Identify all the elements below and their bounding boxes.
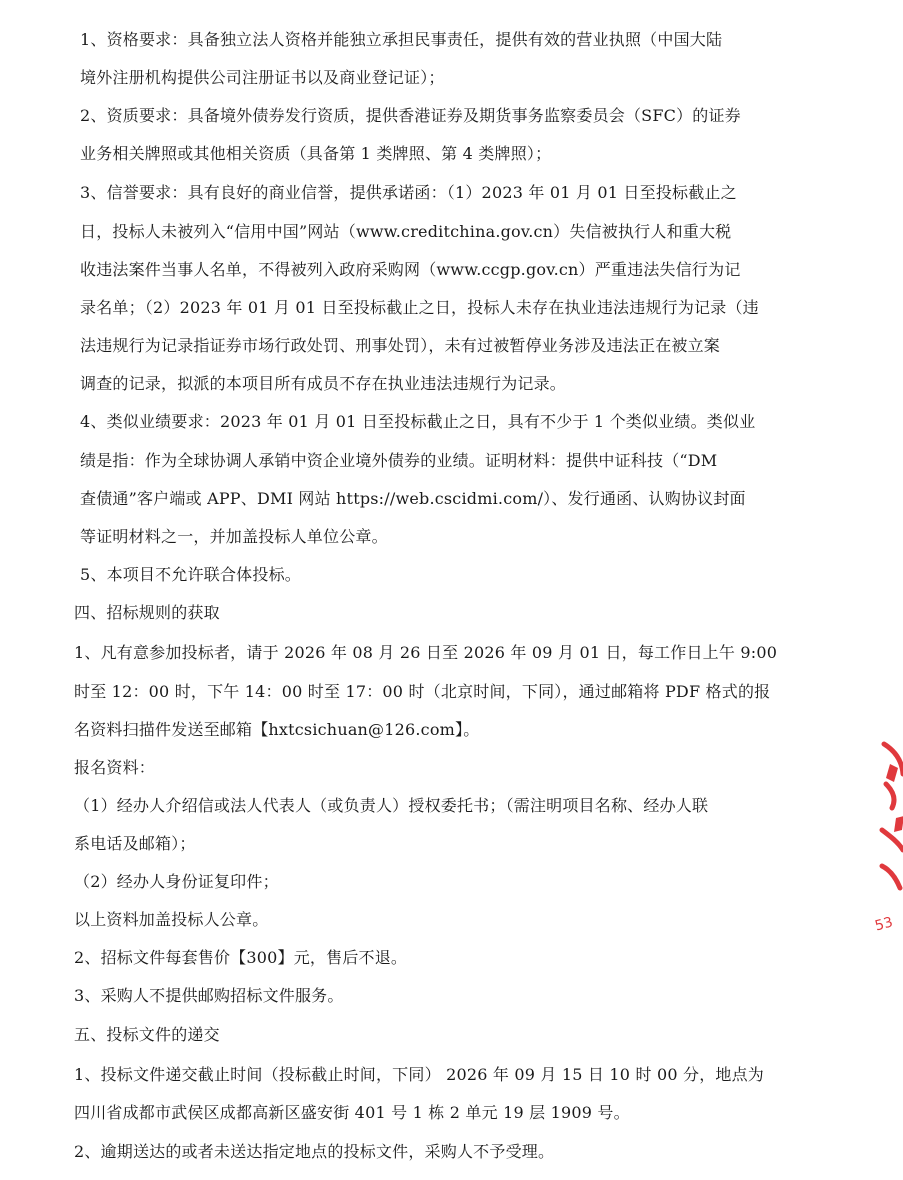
qualification-item-1-line-1: 1、资格要求：具备独立法人资格并能独立承担民事责任，提供有效的营业执照（中国大陆	[80, 30, 723, 49]
seal-arc-mid	[886, 784, 894, 808]
registration-materials-heading: 报名资料：	[74, 758, 156, 777]
section-4-item-2: 2、招标文件每套售价【300】元，售后不退。	[74, 948, 408, 967]
section-4-heading: 四、招标规则的获取	[74, 603, 220, 622]
qualification-item-4-line-4: 等证明材料之一，并加盖投标人单位公章。	[80, 527, 388, 546]
qualification-item-3-line-6: 调查的记录，拟派的本项目所有成员不存在执业违法违规行为记录。	[80, 374, 567, 393]
qualification-item-3-line-1: 3、信誉要求：具有良好的商业信誉，提供承诺函：（1）2023 年 01 月 01 日至投标截止之	[80, 183, 737, 202]
qualification-item-5: 5、本项目不允许联合体投标。	[80, 565, 301, 584]
red-seal-stamp	[873, 738, 903, 948]
qualification-item-2-line-2: 业务相关牌照或其他相关资质（具备第 1 类牌照、第 4 类牌照）；	[80, 144, 552, 163]
section-4-item-1-line-1: 1、凡有意参加投标者，请于 2026 年 08 月 26 日至 2026 年 09 月 01 日，每工作日上午 9:00	[74, 643, 778, 662]
registration-note: 以上资料加盖投标人公章。	[74, 910, 269, 929]
qualification-item-3-line-5: 法违规行为记录指证券市场行政处罚、刑事处罚），未有过被暂停业务涉及违法正在被立案	[80, 336, 721, 355]
qualification-item-4-line-3: 查债通”客户端或 APP、DMI 网站 https://web.cscidmi.com/）、发行通函、认购协议封面	[80, 489, 746, 508]
section-4-item-1-line-3: 名资料扫描件发送至邮箱【hxtcsichuan@126.com】。	[74, 720, 480, 739]
qualification-item-4-line-1: 4、类似业绩要求：2023 年 01 月 01 日至投标截止之日，具有不少于 1 个类似业绩。类似业	[80, 412, 756, 431]
qualification-item-3-line-4: 录名单；（2）2023 年 01 月 01 日至投标截止之日，投标人未存在执业违法违规行为记录（违	[80, 298, 759, 317]
qualification-item-3-line-3: 收违法案件当事人名单，不得被列入政府采购网（www.ccgp.gov.cn）严重违法失信行为记	[80, 260, 741, 279]
section-4-item-1-line-2: 时至 12：00 时，下午 14：00 时至 17：00 时（北京时间，下同），通过邮箱将 PDF 格式的报	[74, 682, 771, 701]
seal-arc-bottom	[882, 866, 900, 888]
registration-item-1-line-2: 系电话及邮箱）；	[74, 834, 196, 853]
registration-item-2: （2）经办人身份证复印件；	[74, 872, 279, 891]
section-4-item-3: 3、采购人不提供邮购招标文件服务。	[74, 986, 344, 1005]
seal-text-fragment: 53	[873, 914, 895, 935]
seal-arc-lower	[882, 830, 903, 850]
qualification-item-4-line-2: 绩是指：作为全球协调人承销中资企业境外债券的业绩。证明材料：提供中证科技（“DM	[80, 451, 718, 470]
registration-item-1-line-1: （1）经办人介绍信或法人代表人（或负责人）授权委托书；（需注明项目名称、经办人联	[74, 796, 709, 815]
seal-glyph-fragment-2	[894, 816, 903, 832]
section-5-item-2: 2、逾期送达的或者未送达指定地点的投标文件，采购人不予受理。	[74, 1142, 555, 1161]
qualification-item-3-line-2: 日，投标人未被列入“信用中国”网站（www.creditchina.gov.cn）失信被执行人和重大税	[80, 222, 732, 241]
section-5-item-1-line-2: 四川省成都市武侯区成都高新区盛安街 401 号 1 栋 2 单元 19 层 1909 号。	[74, 1103, 630, 1122]
qualification-item-2-line-1: 2、资质要求：具备境外债券发行资质，提供香港证券及期货事务监察委员会（SFC）的证券	[80, 106, 741, 125]
section-5-heading: 五、投标文件的递交	[74, 1025, 220, 1044]
section-5-item-1-line-1: 1、投标文件递交截止时间（投标截止时间，下同） 2026 年 09 月 15 日 10 时 00 分，地点为	[74, 1065, 764, 1084]
seal-glyph-fragment	[886, 764, 898, 782]
qualification-item-1-line-2: 境外注册机构提供公司注册证书以及商业登记证）；	[80, 68, 445, 87]
